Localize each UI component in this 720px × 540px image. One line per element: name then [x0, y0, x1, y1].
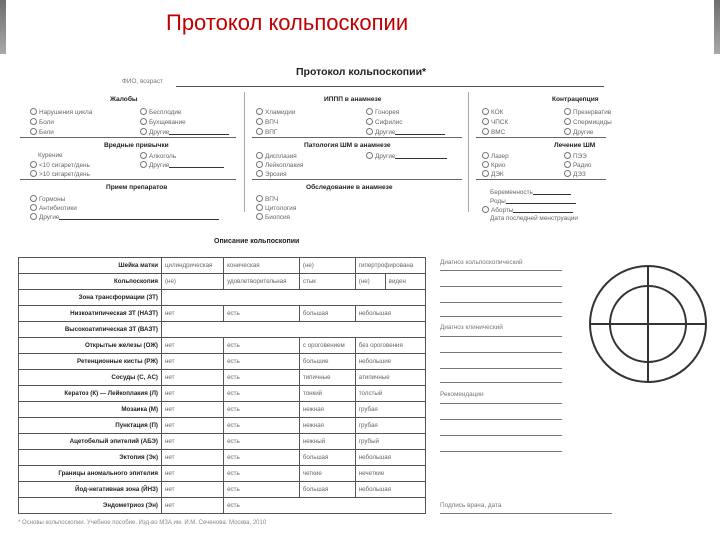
slide-title: Протокол кольпоскопии: [166, 10, 409, 35]
medications-title: Прием препаратов: [106, 184, 168, 191]
input-line[interactable]: [440, 451, 562, 452]
row-cell[interactable]: есть: [224, 386, 300, 402]
row-cell[interactable]: (не): [162, 274, 224, 290]
row-label: Ацетобелый эпителий (АБЭ): [19, 434, 162, 450]
habit-option[interactable]: Другие: [140, 161, 224, 169]
row-cell[interactable]: нет: [162, 434, 224, 450]
input-line[interactable]: [440, 368, 562, 369]
row-divider: [476, 179, 606, 180]
row-label: Границы аномального эпителия: [19, 466, 162, 482]
input-line[interactable]: [440, 286, 562, 287]
exam-title: Обследование в анамнезе: [306, 184, 393, 191]
row-divider: [20, 137, 236, 138]
habit-option[interactable]: >10 сигарет/день: [30, 170, 90, 178]
table-row: [19, 274, 426, 290]
row-label: Открытые железы (ОЖ): [19, 338, 162, 354]
row-cell[interactable]: нет: [162, 402, 224, 418]
row-cell[interactable]: есть: [224, 450, 300, 466]
complaint-option[interactable]: Нарушения цикла: [30, 108, 92, 116]
table-row: [19, 402, 426, 418]
row-label: Мозаика (М): [19, 402, 162, 418]
protocol-document: [16, 58, 616, 538]
sti-option[interactable]: ВПГ: [256, 128, 277, 136]
row-cell[interactable]: нет: [162, 498, 224, 514]
row-label: Кератоз (К) — Лейкоплакия (Л): [19, 386, 162, 402]
row-cell[interactable]: удовлетворительная: [224, 274, 300, 290]
pathology-title: Патология ШМ в анамнезе: [304, 142, 391, 149]
row-cell[interactable]: грубый: [355, 434, 425, 450]
input-line[interactable]: [440, 435, 562, 436]
row-cell[interactable]: атипичные: [355, 370, 425, 386]
row-divider: [252, 137, 462, 138]
table-row: [19, 322, 426, 338]
cervix-diagram[interactable]: [586, 262, 716, 392]
fio-label: ФИО, возраст: [122, 78, 163, 85]
row-label: Пунктация (П): [19, 418, 162, 434]
row-cell[interactable]: гипертрофирована: [355, 258, 425, 274]
pregnancy-field[interactable]: Дата последней менструации: [490, 215, 578, 222]
input-line[interactable]: [440, 419, 562, 420]
treatment-option[interactable]: Крио: [482, 161, 505, 169]
row-label: Сосуды (С, АС): [19, 370, 162, 386]
row-cell[interactable]: большие: [299, 354, 355, 370]
row-divider: [20, 179, 236, 180]
column-divider: [244, 92, 245, 212]
treatment-option[interactable]: ПЭЭ: [564, 152, 587, 160]
pathology-option[interactable]: Дисплазия: [256, 152, 297, 160]
table-row: [19, 370, 426, 386]
row-cell[interactable]: нет: [162, 386, 224, 402]
habit-option[interactable]: <10 сигарет/день: [30, 161, 90, 169]
row-cell[interactable]: нежный: [299, 434, 355, 450]
column-divider: [468, 92, 469, 212]
row-cell[interactable]: нежная: [299, 402, 355, 418]
table-row: [19, 258, 426, 274]
row-label: Ретенционные кисты (РЖ): [19, 354, 162, 370]
contraception-option[interactable]: ЧПСК: [482, 118, 508, 126]
row-cell[interactable]: есть: [224, 466, 300, 482]
pathology-option[interactable]: Другие: [366, 152, 447, 160]
row-divider: [476, 137, 606, 138]
treatment-option[interactable]: ДЭК: [482, 170, 504, 178]
row-cell[interactable]: небольшая: [355, 482, 425, 498]
row-cell[interactable]: нет: [162, 466, 224, 482]
row-cell[interactable]: есть: [224, 402, 300, 418]
complaint-option[interactable]: Бесплодие: [140, 108, 181, 116]
row-cell[interactable]: нет: [162, 354, 224, 370]
pregnancy-field[interactable]: Роды: [490, 197, 576, 205]
pregnancy-field[interactable]: Беременность: [490, 188, 571, 196]
fio-line: [176, 86, 604, 87]
row-cell[interactable]: нежная: [299, 418, 355, 434]
input-line[interactable]: [440, 403, 562, 404]
sti-title: ИППП в анамнезе: [324, 96, 382, 103]
row-cell[interactable]: большая: [299, 450, 355, 466]
sti-option[interactable]: Гонорея: [366, 108, 399, 116]
row-cell[interactable]: [162, 290, 426, 306]
pregnancy-field[interactable]: Аборты: [482, 206, 573, 214]
row-cell[interactable]: небольшие: [355, 354, 425, 370]
table-row: [19, 482, 426, 498]
pathology-option[interactable]: Эрозия: [256, 170, 287, 178]
table-row: [19, 386, 426, 402]
complaint-option[interactable]: Боли: [30, 118, 54, 126]
input-line[interactable]: [440, 352, 562, 353]
doc-title: Протокол кольпоскопии*: [296, 66, 427, 78]
colposcopic-diagnosis-label: Диагноз кольпоскопический: [440, 259, 523, 266]
sti-option[interactable]: ВПЧ: [256, 118, 278, 126]
habit-option[interactable]: Курение: [38, 152, 63, 159]
complaint-option[interactable]: Бухщевание: [140, 118, 186, 126]
row-divider: [252, 179, 462, 180]
row-cell[interactable]: нет: [162, 418, 224, 434]
description-title: Описание кольпоскопии: [214, 238, 300, 245]
contraception-option[interactable]: Спермициды: [564, 118, 612, 126]
row-cell[interactable]: нет: [162, 306, 224, 322]
table-row: [19, 290, 426, 306]
sti-option[interactable]: Хламидии: [256, 108, 295, 116]
row-cell[interactable]: типичные: [299, 370, 355, 386]
habit-option[interactable]: Алкоголь: [140, 152, 176, 160]
table-row: [19, 354, 426, 370]
table-row: [19, 306, 426, 322]
contraception-title: Контрацепция: [552, 96, 599, 103]
exam-option[interactable]: Биопсия: [256, 213, 290, 221]
row-cell[interactable]: небольшая: [355, 450, 425, 466]
row-label: Кольпоскопия: [19, 274, 162, 290]
row-label: Высокоатипическая ЗТ (ВАЗТ): [19, 322, 162, 338]
contraception-option[interactable]: КОК: [482, 108, 503, 116]
input-line[interactable]: [440, 302, 562, 303]
exam-option[interactable]: Цитология: [256, 204, 296, 212]
recommendations-label: Рекомендации: [440, 391, 484, 398]
row-cell[interactable]: нечеткие: [355, 466, 425, 482]
row-label: Зона трансформации (ЗТ): [19, 290, 162, 306]
table-row: [19, 434, 426, 450]
row-cell[interactable]: толстый: [355, 386, 425, 402]
medication-option[interactable]: Антибиотики: [30, 204, 77, 212]
sti-option[interactable]: Другие: [366, 128, 445, 136]
treatment-option[interactable]: ДЭЗ: [564, 170, 586, 178]
row-label: Йод-негативная зона (ЙНЗ): [19, 482, 162, 498]
table-row: [19, 450, 426, 466]
treatment-title: Лечение ШМ: [554, 142, 596, 149]
complaints-title: Жалобы: [110, 96, 138, 103]
row-cell[interactable]: [162, 322, 426, 338]
row-cell[interactable]: нет: [162, 338, 224, 354]
slide-title-box: [6, 0, 714, 54]
signature-label: Подпись врача, дата: [440, 502, 502, 509]
footnote: * Основы кольпоскопии. Учебное пособие. Изд-во МЗА им. И.М. Сеченова. Москва, 2010: [18, 520, 267, 526]
complaint-option[interactable]: Бели: [30, 128, 54, 136]
clinical-diagnosis-label: Диагноз клинический: [440, 324, 503, 331]
row-cell[interactable]: стык: [299, 274, 355, 290]
habits-title: Вредные привычки: [104, 142, 169, 149]
row-label: Шейка матки: [19, 258, 162, 274]
row-cell[interactable]: есть: [224, 354, 300, 370]
signature-line[interactable]: [440, 513, 612, 514]
row-cell[interactable]: тонкий: [299, 386, 355, 402]
table-row: [19, 466, 426, 482]
row-cell[interactable]: есть: [224, 498, 426, 514]
row-cell[interactable]: большая: [299, 306, 355, 322]
contraception-option[interactable]: Презерватив: [564, 108, 611, 116]
row-cell[interactable]: цилиндрическая: [162, 258, 224, 274]
complaint-option[interactable]: Другие: [140, 128, 229, 136]
contraception-option[interactable]: ВМС: [482, 128, 505, 136]
medication-option[interactable]: Гормоны: [30, 195, 65, 203]
row-cell[interactable]: есть: [224, 434, 300, 450]
row-cell[interactable]: нет: [162, 482, 224, 498]
row-label: Эндометриоз (Эн): [19, 498, 162, 514]
row-cell[interactable]: виден: [385, 274, 425, 290]
row-cell[interactable]: есть: [224, 418, 300, 434]
row-cell[interactable]: с ороговением: [299, 338, 355, 354]
row-cell[interactable]: есть: [224, 370, 300, 386]
row-cell[interactable]: четкие: [299, 466, 355, 482]
table-row: [19, 498, 426, 514]
row-cell[interactable]: есть: [224, 482, 300, 498]
treatment-option[interactable]: Радио: [564, 161, 591, 169]
row-cell[interactable]: есть: [224, 338, 300, 354]
table-row: [19, 418, 426, 434]
row-cell[interactable]: без ороговения: [355, 338, 425, 354]
row-cell[interactable]: коническая: [224, 258, 300, 274]
row-cell[interactable]: нет: [162, 450, 224, 466]
row-cell[interactable]: большая: [299, 482, 355, 498]
input-line[interactable]: [440, 316, 562, 317]
input-line[interactable]: [440, 382, 562, 383]
input-line[interactable]: [440, 336, 562, 337]
medication-option[interactable]: Другие: [30, 213, 219, 221]
row-cell[interactable]: есть: [224, 306, 300, 322]
row-cell[interactable]: грубая: [355, 402, 425, 418]
table-row: [19, 338, 426, 354]
row-cell[interactable]: грубая: [355, 418, 425, 434]
colposcopy-table: [18, 257, 426, 514]
row-cell[interactable]: небольшая: [355, 306, 425, 322]
row-label: Эктопия (Эк): [19, 450, 162, 466]
contraception-option[interactable]: Другие: [564, 128, 593, 136]
treatment-option[interactable]: Лазер: [482, 152, 509, 160]
row-label: Низкоатипическая ЗТ (НАЗТ): [19, 306, 162, 322]
row-cell[interactable]: (не): [299, 258, 355, 274]
sti-option[interactable]: Сифилис: [366, 118, 403, 126]
row-cell[interactable]: нет: [162, 370, 224, 386]
exam-option[interactable]: ВПЧ: [256, 195, 278, 203]
input-line[interactable]: [440, 270, 562, 271]
row-cell[interactable]: (не): [355, 274, 385, 290]
pathology-option[interactable]: Лейкоплакия: [256, 161, 303, 169]
